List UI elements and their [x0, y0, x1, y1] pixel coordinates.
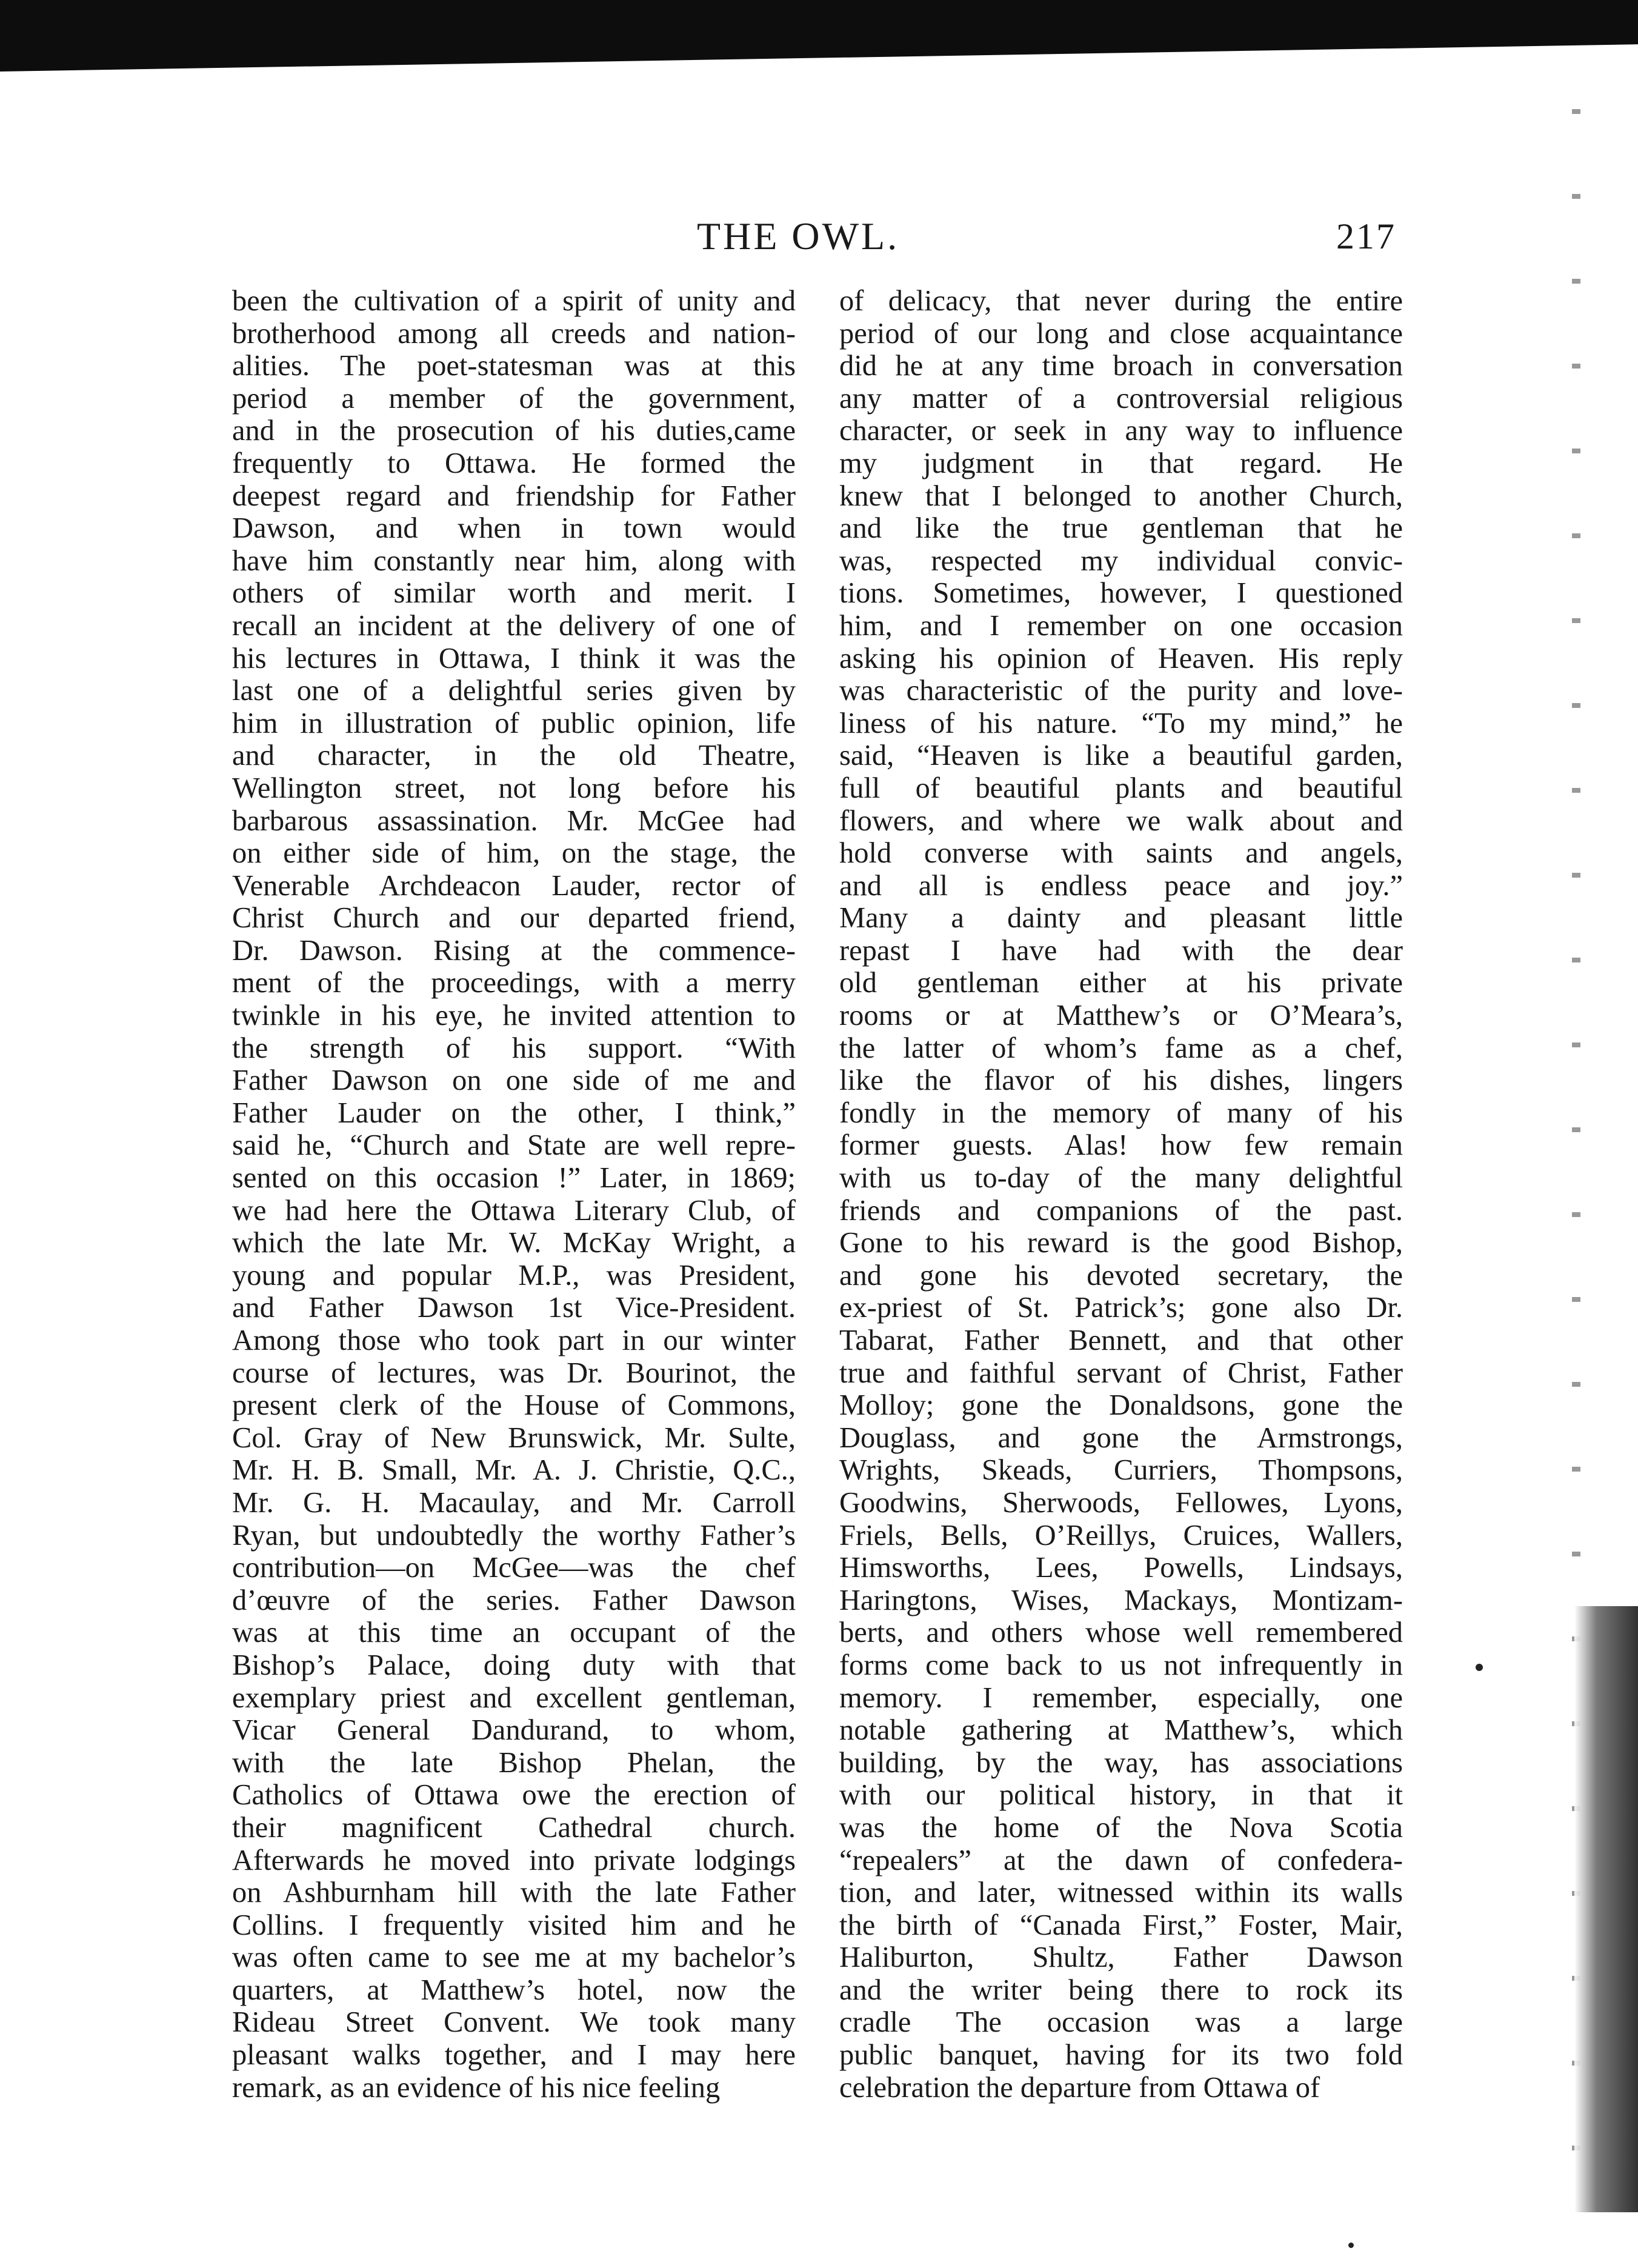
text-line: celebration the departure from Ottawa of — [839, 2071, 1320, 2104]
text-line: hold converse with saints and angels, — [839, 837, 1403, 870]
text-line: been the cultivation of a spirit of unity and — [232, 285, 796, 317]
text-line: character, or seek in any way to influence — [839, 415, 1403, 447]
text-line: and like the true gentleman that he — [839, 512, 1403, 545]
text-line: and gone his devoted secretary, the — [839, 1259, 1403, 1292]
text-line: Dawson, and when in town would — [232, 512, 796, 545]
text-line: present clerk of the House of Commons, — [232, 1389, 796, 1422]
text-line: cradle The occasion was a large — [839, 2006, 1403, 2039]
text-line: knew that I belonged to another Church, — [839, 479, 1403, 512]
text-line: we had here the Ottawa Literary Club, of — [232, 1194, 796, 1227]
text-line: barbarous assassination. Mr. McGee had — [232, 804, 796, 837]
text-line: “repealers” at the dawn of confedera- — [839, 1844, 1403, 1876]
text-line: remark, as an evidence of his nice feeling — [232, 2071, 721, 2104]
text-line: and in the prosecution of his duties,came — [232, 415, 796, 447]
text-line: full of beautiful plants and beautiful — [839, 772, 1403, 804]
text-line: with the late Bishop Phelan, the — [232, 1746, 796, 1779]
scan-right-edge-shadow — [1574, 1606, 1638, 2212]
text-line: Vicar General Dandurand, to whom, — [232, 1714, 796, 1747]
text-line: alities. The poet-statesman was at this — [232, 350, 796, 382]
text-line: deepest regard and friendship for Father — [232, 479, 796, 512]
text-line: rooms or at Matthew’s or O’Meara’s, — [839, 999, 1403, 1032]
text-line: Venerable Archdeacon Lauder, rector of — [232, 869, 796, 902]
text-line: memory. I remember, especially, one — [839, 1681, 1403, 1714]
scan-top-border — [0, 0, 1638, 72]
text-line: did he at any time broach in conversation — [839, 350, 1403, 382]
text-line: Dr. Dawson. Rising at the commence- — [232, 934, 796, 967]
text-line: public banquet, having for its two fold — [839, 2039, 1403, 2072]
text-line: building, by the way, has associations — [839, 1746, 1403, 1779]
text-line: the birth of “Canada First,” Foster, Mair, — [839, 1909, 1403, 1941]
text-line: d’œuvre of the series. Father Dawson — [232, 1584, 796, 1616]
text-line: like the flavor of his dishes, lingers — [839, 1064, 1403, 1097]
text-line: ment of the proceedings, with a merry — [232, 967, 796, 999]
text-line: the strength of his support. “With — [232, 1032, 796, 1064]
text-line: Collins. I frequently visited him and he — [232, 1909, 796, 1941]
text-line: old gentleman either at his private — [839, 967, 1403, 999]
text-line: fondly in the memory of many of his — [839, 1096, 1403, 1129]
text-line: Wellington street, not long before his — [232, 772, 796, 804]
text-line: forms come back to us not infrequently in — [839, 1649, 1403, 1681]
text-line: and the writer being there to rock its — [839, 1973, 1403, 2006]
text-line: berts, and others whose well remembered — [839, 1616, 1403, 1649]
text-line: with us to-day of the many delightful — [839, 1162, 1403, 1195]
text-line: Goodwins, Sherwoods, Fellowes, Lyons, — [839, 1486, 1403, 1519]
text-line: period of our long and close acquaintance — [839, 317, 1403, 350]
text-line: him, and I remember on one occasion — [839, 609, 1403, 642]
text-line: pleasant walks together, and I may here — [232, 2039, 796, 2072]
text-line: Many a dainty and pleasant little — [839, 902, 1403, 935]
running-header — [0, 209, 1638, 264]
text-line: Douglass, and gone the Armstrongs, — [839, 1421, 1403, 1454]
text-line: Ryan, but undoubtedly the worthy Father’s — [232, 1519, 796, 1552]
text-line: Rideau Street Convent. We took many — [232, 2006, 796, 2039]
text-line: frequently to Ottawa. He formed the — [232, 447, 796, 479]
text-line: Himsworths, Lees, Powells, Lindsays, — [839, 1552, 1403, 1584]
text-line: and Father Dawson 1st Vice-President. — [232, 1292, 796, 1324]
text-line: was at this time an occupant of the — [232, 1616, 796, 1649]
text-line: course of lectures, was Dr. Bourinot, the — [232, 1356, 796, 1389]
text-line: their magnificent Cathedral church. — [232, 1811, 796, 1844]
text-line: Haringtons, Wises, Mackays, Montizam- — [839, 1584, 1403, 1616]
text-line: exemplary priest and excellent gentleman, — [232, 1681, 796, 1714]
text-line: twinkle in his eye, he invited attention to — [232, 999, 796, 1032]
text-line: recall an incident at the delivery of one of — [232, 609, 796, 642]
text-line: on Ashburnham hill with the late Father — [232, 1876, 796, 1909]
text-line: notable gathering at Matthew’s, which — [839, 1714, 1403, 1747]
text-line: said he, “Church and State are well repre- — [232, 1129, 796, 1162]
text-line: flowers, and where we walk about and — [839, 804, 1403, 837]
text-line: true and faithful servant of Christ, Father — [839, 1356, 1403, 1389]
text-line: sented on this occasion !” Later, in 1869; — [232, 1162, 796, 1195]
text-line: Wrights, Skeads, Curriers, Thompsons, — [839, 1454, 1403, 1487]
text-line: friends and companions of the past. — [839, 1194, 1403, 1227]
text-line: others of similar worth and merit. I — [232, 577, 796, 610]
text-line: and character, in the old Theatre, — [232, 739, 796, 772]
text-line: Father Lauder on the other, I think,” — [232, 1096, 796, 1129]
text-line: Mr. G. H. Macaulay, and Mr. Carroll — [232, 1486, 796, 1519]
text-line: was characteristic of the purity and love- — [839, 675, 1403, 707]
text-line: was the home of the Nova Scotia — [839, 1811, 1403, 1844]
text-line: quarters, at Matthew’s hotel, now the — [232, 1973, 796, 2006]
text-line: Molloy; gone the Donaldsons, gone the — [839, 1389, 1403, 1422]
text-line: former guests. Alas! how few remain — [839, 1129, 1403, 1162]
text-line: Bishop’s Palace, doing duty with that — [232, 1649, 796, 1681]
text-line: young and popular M.P., was President, — [232, 1259, 796, 1292]
text-line: Friels, Bells, O’Reillys, Cruices, Wallers, — [839, 1519, 1403, 1552]
text-line: ex-priest of St. Patrick’s; gone also Dr. — [839, 1292, 1403, 1324]
text-line: repast I have had with the dear — [839, 934, 1403, 967]
margin-speck — [1476, 1664, 1483, 1671]
text-line: Tabarat, Father Bennett, and that other — [839, 1324, 1403, 1356]
text-line: was, respected my individual convic- — [839, 544, 1403, 577]
text-line: tion, and later, witnessed within its walls — [839, 1876, 1403, 1909]
text-line: with our political history, in that it — [839, 1779, 1403, 1812]
text-line: tions. Sometimes, however, I questioned — [839, 577, 1403, 610]
text-line: his lectures in Ottawa, I think it was the — [232, 642, 796, 675]
right-text-column — [839, 285, 1403, 2104]
left-text-column — [232, 285, 796, 2104]
text-line: was often came to see me at my bachelor’s — [232, 1941, 796, 1974]
text-line: have him constantly near him, along with — [232, 544, 796, 577]
text-line: on either side of him, on the stage, the — [232, 837, 796, 870]
text-line: Father Dawson on one side of me and — [232, 1064, 796, 1097]
text-line: liness of his nature. “To my mind,” he — [839, 707, 1403, 739]
text-line: asking his opinion of Heaven. His reply — [839, 642, 1403, 675]
text-line: which the late Mr. W. McKay Wright, a — [232, 1227, 796, 1259]
page-number: 217 — [1336, 216, 1396, 256]
text-line: the latter of whom’s fame as a chef, — [839, 1032, 1403, 1064]
margin-speck — [1348, 2243, 1354, 2248]
text-line: said, “Heaven is like a beautiful garden, — [839, 739, 1403, 772]
text-line: Afterwards he moved into private lodgings — [232, 1844, 796, 1876]
text-line: Christ Church and our departed friend, — [232, 902, 796, 935]
text-line: brotherhood among all creeds and nation- — [232, 317, 796, 350]
text-line: last one of a delightful series given by — [232, 675, 796, 707]
text-line: any matter of a controversial religious — [839, 382, 1403, 415]
text-line: Col. Gray of New Brunswick, Mr. Sulte, — [232, 1421, 796, 1454]
journal-title: THE OWL. — [697, 215, 900, 258]
text-line: Gone to his reward is the good Bishop, — [839, 1227, 1403, 1259]
text-line: Mr. H. B. Small, Mr. A. J. Christie, Q.C., — [232, 1454, 796, 1487]
text-line: and all is endless peace and joy.” — [839, 869, 1403, 902]
text-line: period a member of the government, — [232, 382, 796, 415]
text-line: of delicacy, that never during the entire — [839, 285, 1403, 317]
text-line: contribution—on McGee—was the chef — [232, 1552, 796, 1584]
text-line: Haliburton, Shultz, Father Dawson — [839, 1941, 1403, 1974]
text-line: my judgment in that regard. He — [839, 447, 1403, 479]
text-line: Among those who took part in our winter — [232, 1324, 796, 1356]
text-line: Catholics of Ottawa owe the erection of — [232, 1779, 796, 1812]
text-line: him in illustration of public opinion, life — [232, 707, 796, 739]
